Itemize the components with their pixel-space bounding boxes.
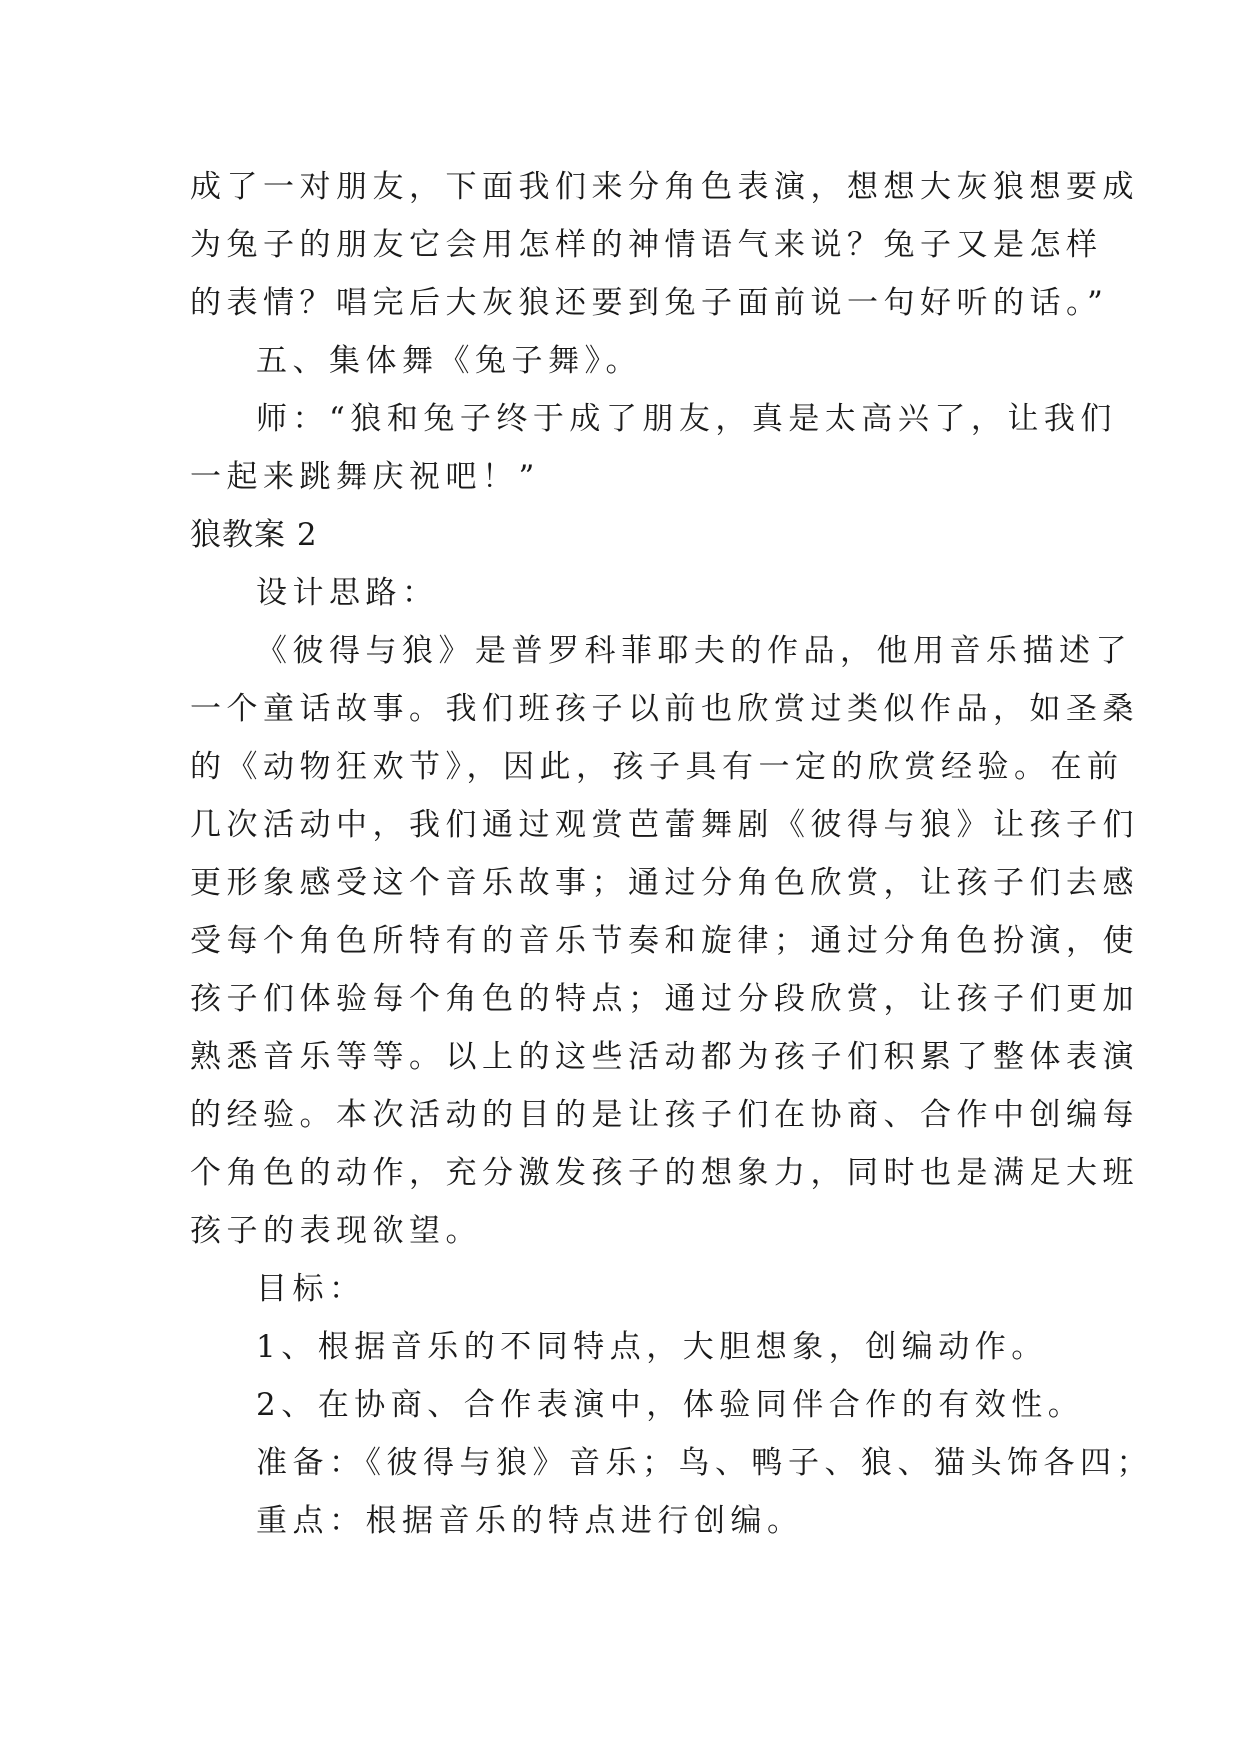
- paragraph-line: 准备：《彼得与狼》音乐；鸟、鸭子、狼、猫头饰各四；: [256, 1445, 1153, 1481]
- paragraph-line: 受每个角色所特有的音乐节奏和旋律；通过分角色扮演，使: [190, 923, 1139, 959]
- paragraph-line: 重点：根据音乐的特点进行创编。: [256, 1503, 804, 1539]
- section-heading-line: 五、集体舞《兔子舞》。: [256, 343, 642, 379]
- document-title: 狼教案 2: [190, 517, 318, 553]
- list-item: 2、在协商、合作表演中，体验同伴合作的有效性。: [256, 1387, 1085, 1423]
- list-item: 1、根据音乐的不同特点，大胆想象，创编动作。: [256, 1329, 1048, 1365]
- section-heading-line: 设计思路：: [256, 575, 439, 611]
- paragraph-line: 熟悉音乐等等。以上的这些活动都为孩子们积累了整体表演: [190, 1039, 1139, 1075]
- paragraph-line: 成了一对朋友，下面我们来分角色表演，想想大灰狼想要成: [190, 169, 1139, 205]
- paragraph-line: 的经验。本次活动的目的是让孩子们在协商、合作中创编每: [190, 1097, 1139, 1133]
- paragraph-line: 《彼得与狼》是普罗科菲耶夫的作品，他用音乐描述了: [256, 633, 1132, 669]
- paragraph-line: 为兔子的朋友它会用怎样的神情语气来说？兔子又是怎样: [190, 227, 1103, 263]
- section-heading-line: 目标：: [256, 1271, 366, 1307]
- paragraph-line: 几次活动中，我们通过观赏芭蕾舞剧《彼得与狼》让孩子们: [190, 807, 1139, 843]
- paragraph-line: 更形象感受这个音乐故事；通过分角色欣赏，让孩子们去感: [190, 865, 1139, 901]
- paragraph-line: 一个童话故事。我们班孩子以前也欣赏过类似作品，如圣桑: [190, 691, 1139, 727]
- paragraph-line: 个角色的动作，充分激发孩子的想象力，同时也是满足大班: [190, 1155, 1139, 1191]
- paragraph-line: 的表情？唱完后大灰狼还要到兔子面前说一句好听的话。”: [190, 285, 1109, 321]
- paragraph-line: 孩子的表现欲望。: [190, 1213, 482, 1249]
- document-body: [190, 158, 1153, 1550]
- paragraph-line: 的《动物狂欢节》，因此，孩子具有一定的欣赏经验。在前: [190, 749, 1124, 785]
- paragraph-line: 师：“狼和兔子终于成了朋友，真是太高兴了，让我们: [256, 401, 1117, 437]
- paragraph-line: 孩子们体验每个角色的特点；通过分段欣赏，让孩子们更加: [190, 981, 1139, 1017]
- paragraph-line: 一起来跳舞庆祝吧！”: [190, 459, 540, 495]
